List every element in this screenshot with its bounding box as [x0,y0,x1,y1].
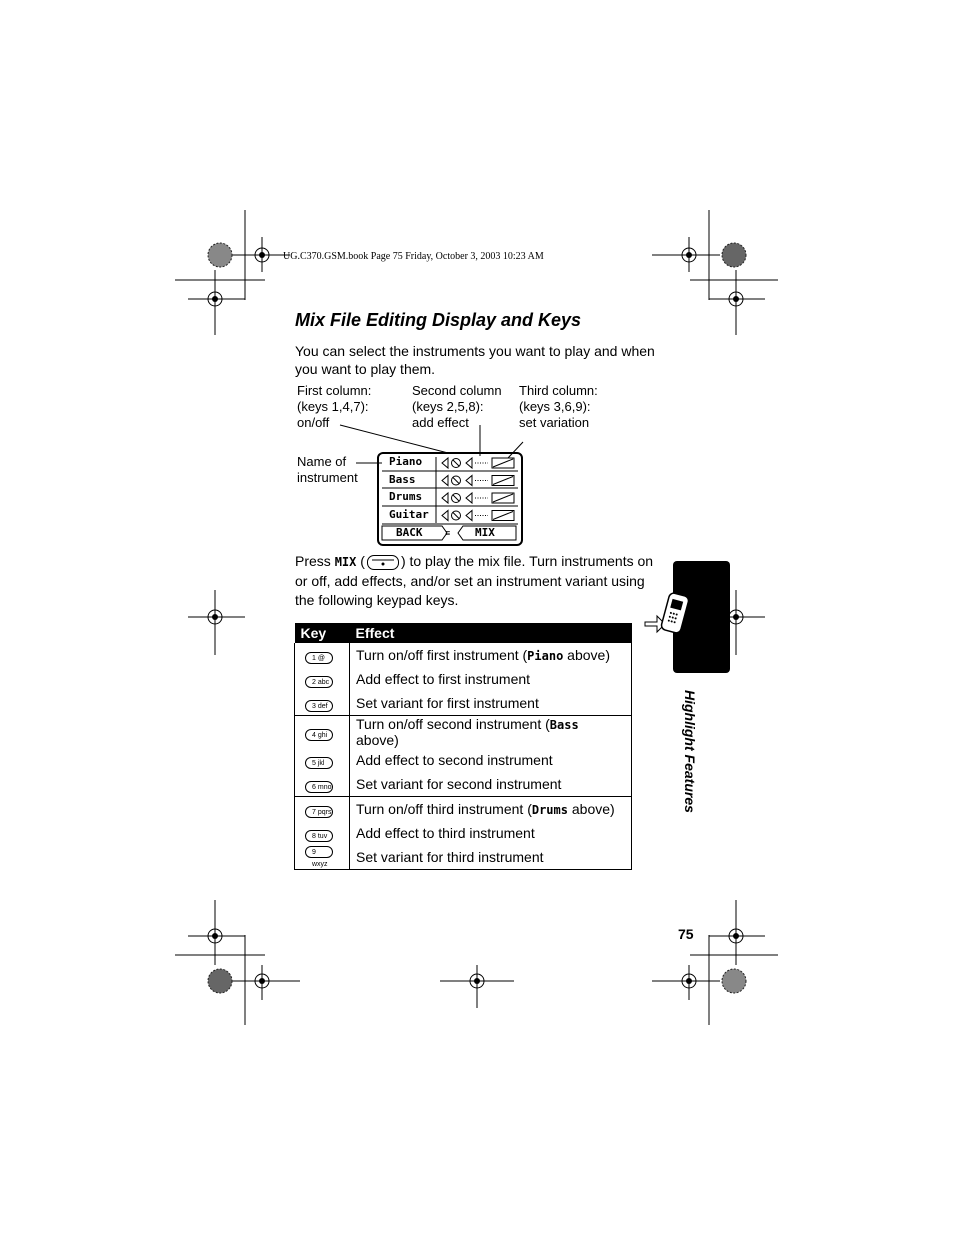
table-row: 2 abc Add effect to first instrument [295,667,632,691]
section-title: Mix File Editing Display and Keys [295,310,582,330]
effect-icon [466,476,472,486]
effect-icon [466,458,472,468]
lcd-instrument-drums: Drums [389,490,423,503]
key-6-icon: 6 mno [305,781,333,793]
lcd-instrument-guitar: Guitar [389,508,429,521]
table-row: 9 wxyz Set variant for third instrument [295,845,632,870]
table-row: 8 tuv Add effect to third instrument [295,821,632,845]
lcd-softkey-mix: MIX [475,526,495,539]
effect-icon [466,511,472,521]
lcd-instrument-bass: Bass [389,473,416,486]
key-9-icon: 9 wxyz [305,846,333,858]
second-column-label: Second column (keys 2,5,8): add effect [412,383,502,430]
press-mix-instructions: Press MIX ( ) to play the mix file. Turn instruments on or off, add effects, and/or set an instrument variant using the following keypad keys. [295,553,654,608]
section-side-label: Highlight Features [682,690,698,813]
speaker-icon [442,511,448,521]
effect-icon [466,493,472,503]
speaker-icon [442,458,448,468]
off-slash [453,495,459,501]
speaker-icon [442,476,448,486]
right-softkey-icon [367,555,399,570]
variation-ramp [493,477,513,485]
variation-ramp [493,512,513,520]
third-column-label: Third column: (keys 3,6,9): set variation [519,383,598,430]
effect-column-header: Effect [350,623,632,643]
lcd-instrument-piano: Piano [389,455,423,468]
table-row: 6 mno Set variant for second instrument [295,772,632,797]
menu-icon: ≡ [445,528,451,538]
key-8-icon: 8 tuv [305,830,333,842]
speaker-icon [442,493,448,503]
mix-display-diagram [330,420,530,550]
key-column-header: Key [295,623,350,643]
key-3-icon: 3 def [305,700,333,712]
first-column-label: First column: (keys 1,4,7): on/off [297,383,372,430]
table-row: 7 pqrs Turn on/off third instrument (Drums above) [295,797,632,822]
off-slash [453,478,459,484]
off-slash [453,460,459,466]
name-of-instrument-label: Name of instrument [297,454,358,485]
intro-paragraph: You can select the instruments you want to play and when you want to play them. [295,343,655,377]
key-1-icon: 1 @ [305,652,333,664]
key-7-icon: 7 pqrs [305,806,333,818]
phone-highlight-icon [643,588,689,638]
key-2-icon: 2 abc [305,676,333,688]
key-5-icon: 5 jkl [305,757,333,769]
key-4-icon: 4 ghi [305,729,333,741]
table-row: 3 def Set variant for first instrument [295,691,632,716]
page-number: 75 [678,926,694,942]
table-row: 1 @ Turn on/off first instrument (Piano above) [295,643,632,667]
lcd-softkey-back: BACK [396,526,423,539]
table-row: 5 jkl Add effect to second instrument [295,748,632,772]
table-row: 4 ghi Turn on/off second instrument (Bass above) [295,716,632,749]
keypad-effects-table [294,623,632,870]
variation-ramp [493,459,513,467]
book-info-header: UG.C370.GSM.book Page 75 Friday, October 3, 2003 10:23 AM [283,251,544,262]
variation-ramp [493,494,513,502]
off-slash [453,513,459,519]
